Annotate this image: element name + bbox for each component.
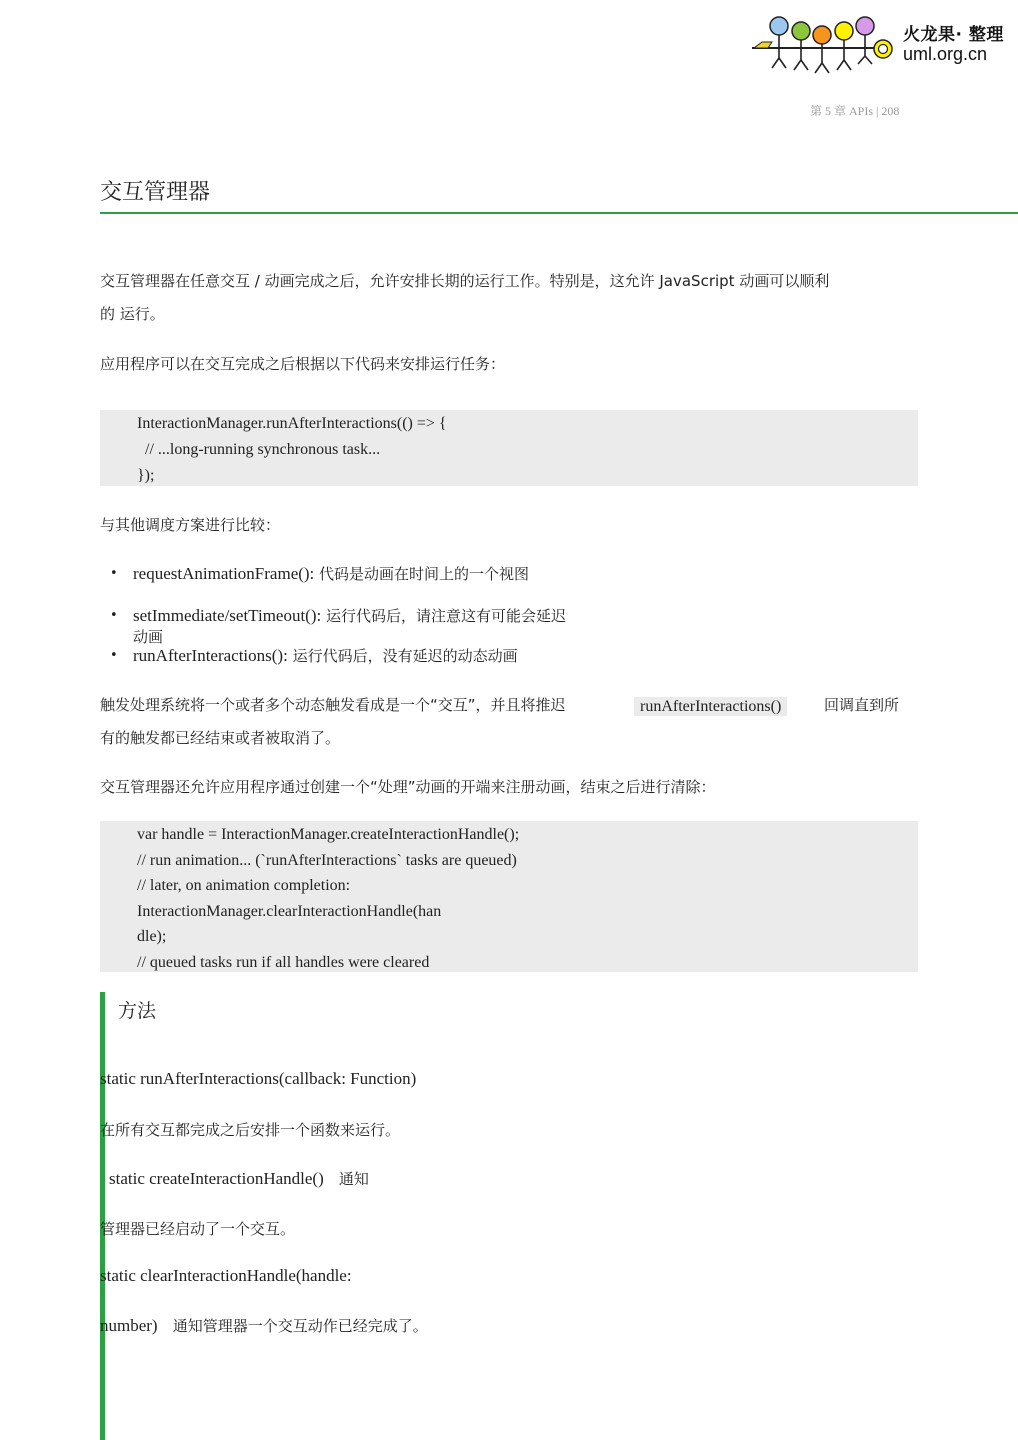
- inline-code: runAfterInteractions(): [634, 696, 787, 716]
- method-description: 在所有交互都完成之后安排一个函数来运行。: [100, 1121, 401, 1139]
- bullet-dot: •: [110, 648, 118, 663]
- method-signature: number): [100, 1316, 158, 1335]
- code-line: // ...long-running synchronous task...: [137, 441, 381, 458]
- intro-line-1: 交互管理器在任意交互 / 动画完成之后，允许安排长期的运行工作。特别是，这允许 JavaScript 动画可以顺利: [100, 272, 830, 290]
- method-signature: static createInteractionHandle(): [109, 1169, 324, 1188]
- title-divider: [100, 212, 1018, 214]
- code-line: var handle = InteractionManager.createInteractionHandle();: [137, 826, 520, 843]
- method-description: 通知管理器一个交互动作已经完成了。: [172, 1317, 428, 1335]
- touch-line-2: 有的触发都已经结束或者被取消了。: [100, 729, 341, 747]
- page-title: 交互管理器: [100, 180, 211, 205]
- list-item-text: 代码是动画在时间上的一个视图: [314, 565, 530, 583]
- code-line: dle);: [137, 928, 167, 945]
- code-block-1: [100, 410, 918, 486]
- bullet-dot: •: [110, 608, 118, 623]
- list-item: [133, 646, 518, 666]
- method-description: 管理器已经启动了一个交互。: [100, 1220, 296, 1238]
- code-line: // run animation... (`runAfterInteractions` tasks are queued): [137, 852, 517, 869]
- touch-line-1b: 回调直到所: [824, 696, 900, 714]
- logo-graphic: [748, 12, 898, 76]
- page-reference: 第 5 章 APIs | 208: [810, 104, 900, 118]
- method-description: 通知: [338, 1170, 369, 1188]
- list-item: [133, 606, 566, 626]
- touch-line-1a: 触发处理系统将一个或者多个动态触发看成是一个“交互”，并且将推迟: [100, 696, 566, 714]
- brand-site: uml.org.cn: [903, 44, 988, 64]
- method-row: [100, 1315, 428, 1336]
- list-item-code: setImmediate/setTimeout():: [133, 606, 322, 625]
- list-item-text: 运行代码后，没有延迟的动态动画: [287, 647, 518, 665]
- code-line: // queued tasks run if all handles were cleared: [137, 954, 430, 971]
- method-signature: static runAfterInteractions(callback: Function): [100, 1069, 417, 1088]
- method-signature: static clearInteractionHandle(handle:: [100, 1266, 352, 1285]
- code-line: // later, on animation completion:: [137, 877, 351, 894]
- list-item-code: requestAnimationFrame():: [133, 564, 315, 583]
- list-item-code: runAfterInteractions():: [133, 646, 288, 665]
- brand-name: 火龙果· 整理: [903, 25, 1004, 45]
- list-item-text: 运行代码后，请注意这有可能会延迟: [321, 607, 567, 625]
- code-line: });: [137, 467, 155, 484]
- code-line: InteractionManager.runAfterInteractions(() => {: [137, 415, 447, 432]
- handle-intro: 交互管理器还允许应用程序通过创建一个“处理”动画的开端来注册动画，结束之后进行清除：: [100, 778, 716, 796]
- methods-title: 方法: [118, 1000, 157, 1022]
- list-item-continuation: 动画: [133, 628, 164, 646]
- bullet-dot: •: [110, 566, 118, 581]
- method-row: [109, 1168, 369, 1189]
- intro-line-2: 的 运行。: [100, 305, 165, 323]
- code-block-2: [100, 821, 918, 972]
- list-item: [133, 564, 529, 584]
- compare-intro: 与其他调度方案进行比较：: [100, 516, 281, 534]
- code-line: InteractionManager.clearInteractionHandle(han: [137, 903, 442, 920]
- methods-accent-bar: [100, 992, 105, 1440]
- schedule-intro: 应用程序可以在交互完成之后根据以下代码来安排运行任务：: [100, 355, 506, 373]
